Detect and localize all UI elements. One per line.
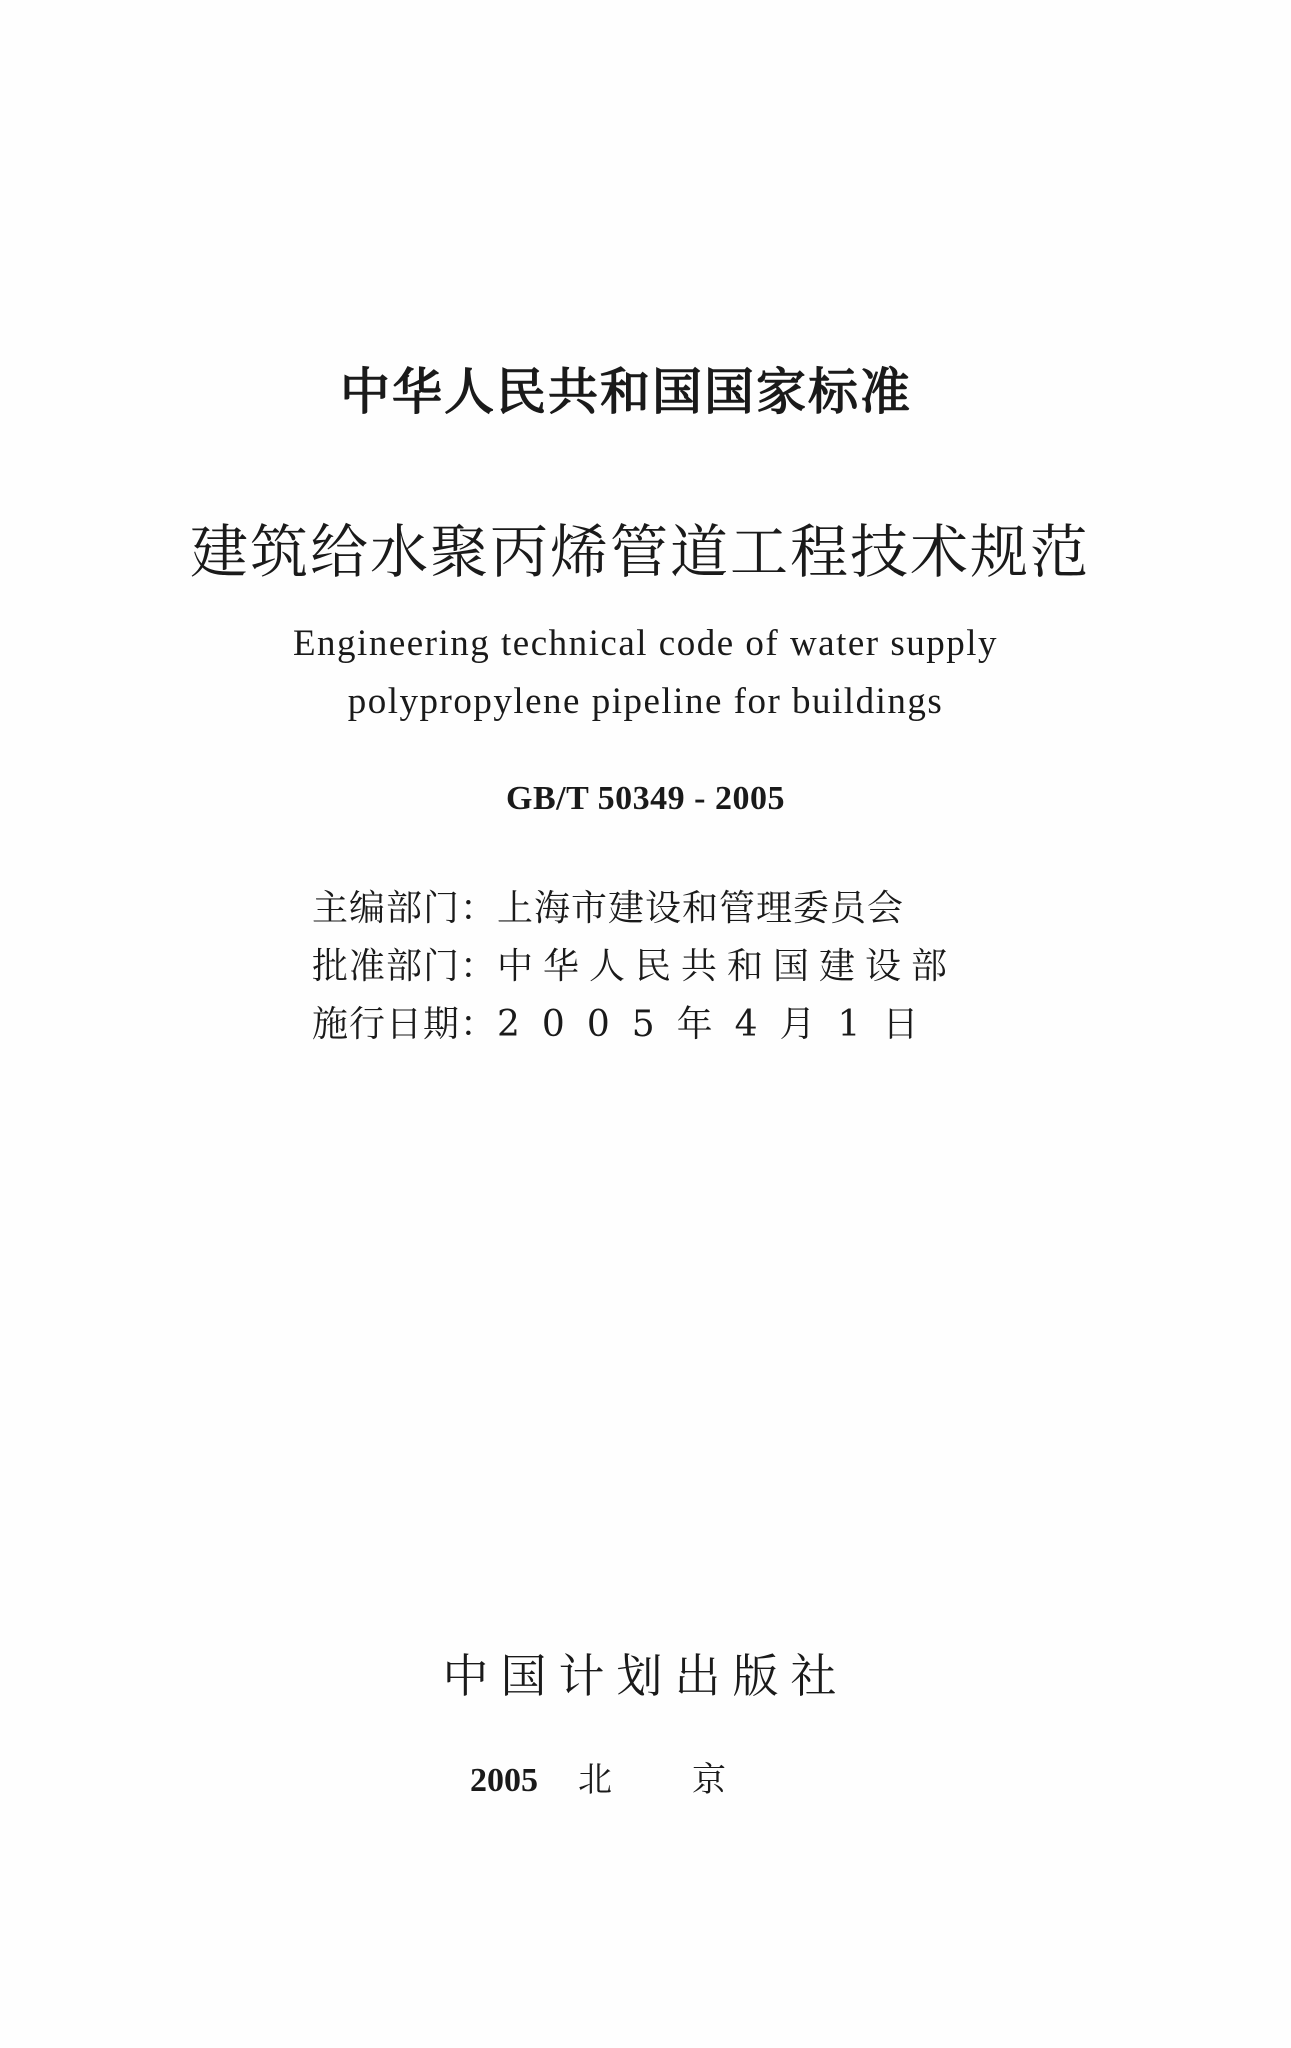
- effective-date-value: 2005年4月1日: [497, 1004, 941, 1045]
- effective-date-row: [312, 996, 940, 1047]
- imprint-year: 2005: [470, 1762, 538, 1799]
- imprint-line: [470, 1752, 806, 1801]
- approval-department-value: 中华人民共和国建设部: [497, 946, 958, 987]
- publisher-name: 中国计划出版社: [442, 1649, 849, 1703]
- standard-code: GB/T 50349 - 2005: [506, 780, 785, 817]
- effective-date-label: 施行日期：: [312, 1004, 498, 1045]
- chief-department-label: 主编部门：: [312, 888, 498, 929]
- approval-department-row: [312, 938, 957, 989]
- chief-department-value: 上海市建设和管理委员会: [497, 888, 905, 929]
- chief-department-row: [312, 880, 904, 931]
- title-chinese: 建筑给水聚丙烯管道工程技术规范: [190, 518, 1091, 586]
- title-english-line-2: polypropylene pipeline for buildings: [347, 681, 944, 722]
- title-english-line-1: Engineering technical code of water supply: [292, 623, 999, 664]
- imprint-city: 北京: [578, 1760, 806, 1800]
- standard-classification: 中华人民共和国国家标准: [340, 363, 912, 421]
- approval-department-label: 批准部门：: [312, 946, 498, 987]
